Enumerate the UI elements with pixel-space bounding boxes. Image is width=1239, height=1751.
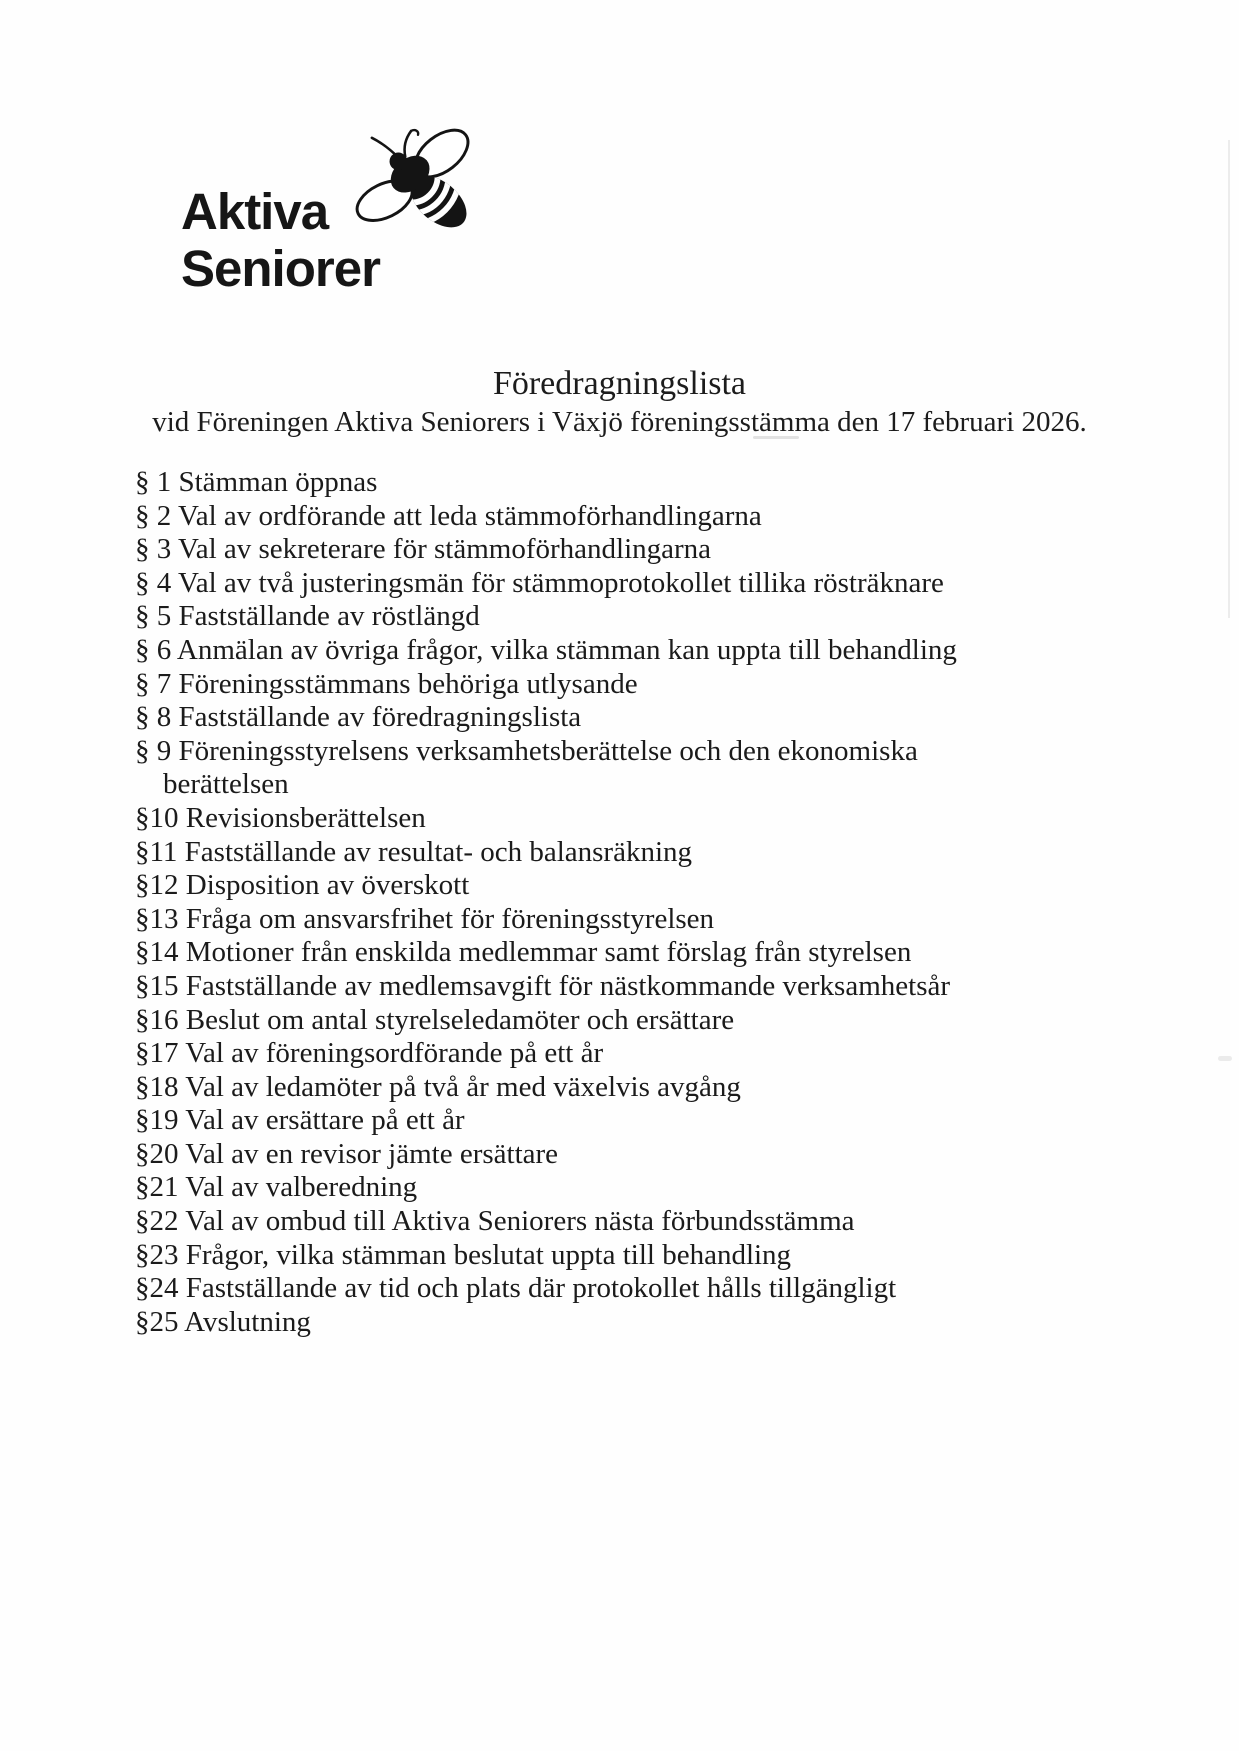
agenda-item-20: §20 Val av en revisor jämte ersättare <box>135 1137 559 1170</box>
agenda-list <box>135 466 957 1339</box>
agenda-item-18: §18 Val av ledamöter på två år med växelvis avgång <box>135 1070 741 1103</box>
page-title: Föredragningslista <box>492 365 747 402</box>
agenda-item-8: § 8 Fastställande av föredragningslista <box>135 701 582 734</box>
scan-artifact-smudge <box>753 436 799 439</box>
agenda-item-9: § 9 Föreningsstyrelsens verksamhetsberättelse och den ekonomiska <box>135 734 918 767</box>
agenda-item-15: §15 Fastställande av medlemsavgift för nästkommande verksamhetsår <box>135 969 951 1002</box>
agenda-item-23: §23 Frågor, vilka stämman beslutat uppta till behandling <box>135 1238 792 1271</box>
page-subtitle: vid Föreningen Aktiva Seniorers i Växjö föreningsstämma den 17 februari 2026. <box>152 406 1087 438</box>
agenda-item-1: § 1 Stämman öppnas <box>135 466 378 498</box>
logo-wordmark <box>181 183 380 297</box>
agenda-item-24: §24 Fastställande av tid och plats där protokollet hålls tillgängligt <box>135 1272 897 1305</box>
agenda-item-6: § 6 Anmälan av övriga frågor, vilka stämman kan uppta till behandling <box>135 633 957 666</box>
agenda-item-11: §11 Fastställande av resultat- och balansräkning <box>135 835 693 868</box>
agenda-item-5: § 5 Fastställande av röstlängd <box>135 600 480 633</box>
agenda-item-10: §10 Revisionsberättelsen <box>135 801 426 834</box>
agenda-item-9-continuation: berättelsen <box>163 768 289 801</box>
agenda-item-25: §25 Avslutning <box>135 1305 311 1338</box>
agenda-item-19: §19 Val av ersättare på ett år <box>135 1104 465 1137</box>
agenda-item-21: §21 Val av valberedning <box>135 1171 418 1204</box>
scan-artifact-smudge <box>1218 1056 1232 1061</box>
agenda-item-17: §17 Val av föreningsordförande på ett år <box>135 1037 604 1070</box>
agenda-item-13: §13 Fråga om ansvarsfrihet för föreningsstyrelsen <box>135 902 715 935</box>
logo-line-aktiva: Aktiva <box>181 183 329 240</box>
agenda-item-2: § 2 Val av ordförande att leda stämmoförhandlingarna <box>135 499 762 532</box>
logo-line-seniorer: Seniorer <box>181 240 380 297</box>
agenda-item-3: § 3 Val av sekreterare för stämmoförhandlingarna <box>135 533 712 566</box>
agenda-item-22: §22 Val av ombud till Aktiva Seniorers nästa förbundsstämma <box>135 1205 855 1238</box>
agenda-item-14: §14 Motioner från enskilda medlemmar samt förslag från styrelsen <box>135 936 912 969</box>
agenda-item-16: §16 Beslut om antal styrelseledamöter och ersättare <box>135 1003 735 1036</box>
agenda-item-12: §12 Disposition av överskott <box>135 869 470 902</box>
agenda-item-4: § 4 Val av två justeringsmän för stämmoprotokollet tillika rösträknare <box>135 566 944 599</box>
agenda-item-7: § 7 Föreningsstämmans behöriga utlysande <box>135 667 638 700</box>
scan-artifact-line <box>1228 140 1230 618</box>
bee-icon <box>354 127 482 237</box>
